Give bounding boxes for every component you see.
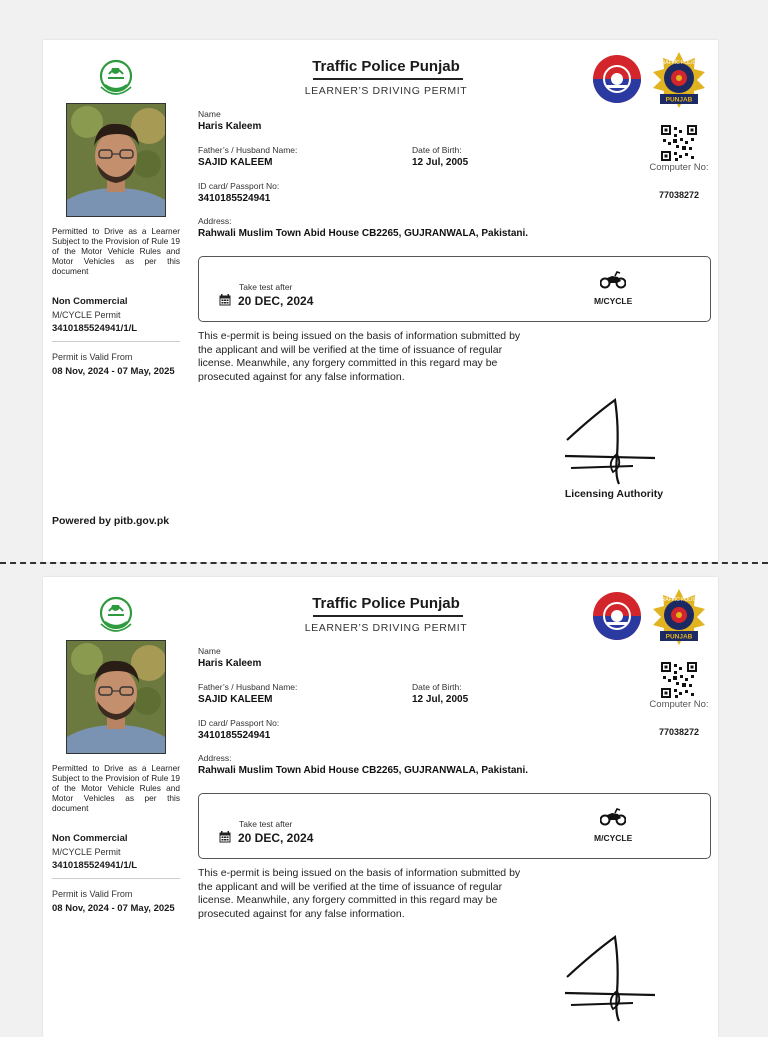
divider [52, 341, 180, 342]
permit-conditions: Permitted to Drive as a Learner Subject to the Provision of Rule 19 of the Motor Vehicle Rules and Motor Vehicles as per this document [52, 763, 180, 813]
traffic-police-badge-icon [651, 50, 707, 110]
test-date-box [198, 793, 711, 859]
applicant-name: Haris Kaleem [198, 658, 262, 669]
disclaimer: This e-permit is being issued on the basis of information submitted by the applicant and will be verified at the time of issuance of regular license. Meanwhile, any forgery committed in this regard may be prosecuted against for any false information. [198, 867, 521, 920]
address: Rahwali Muslim Town Abid House CB2265, GUJRANWALA, Pakistani. [198, 765, 529, 776]
divider [52, 878, 180, 879]
computer-no-label: Computer No: [649, 162, 709, 173]
permit-title: Traffic Police Punjab [312, 595, 460, 612]
father-name: SAJID KALEEM [198, 157, 273, 168]
police-seal-icon [592, 54, 642, 104]
permit-subtitle: LEARNER’S DRIVING PERMIT [304, 622, 468, 634]
computer-no: 77038272 [658, 190, 700, 200]
dob-label: Date of Birth: [412, 682, 462, 692]
permit-card-copy [43, 577, 718, 1037]
name-label: Name [198, 109, 221, 119]
validity-label: Permit is Valid From [52, 889, 133, 899]
badge-banner-text: PUNJAB [665, 633, 693, 641]
punjab-govt-logo-icon [95, 594, 137, 636]
title-underline [313, 78, 463, 80]
badge-text: TRAFFIC POLICE [658, 597, 700, 603]
address: Rahwali Muslim Town Abid House CB2265, GUJRANWALA, Pakistani. [198, 228, 529, 239]
motorcycle-icon [600, 808, 626, 826]
cut-line [0, 562, 768, 564]
validity-range: 08 Nov, 2024 - 07 May, 2025 [52, 366, 175, 377]
test-date-box [198, 256, 711, 322]
police-seal-icon [592, 591, 642, 641]
permit-number: 3410185524941/1/L [52, 860, 138, 871]
name-label: Name [198, 646, 221, 656]
permit-card [43, 40, 718, 562]
calendar-icon [219, 831, 231, 843]
take-test-date: 20 DEC, 2024 [238, 294, 314, 308]
vehicle-class: M/CYCLE [594, 833, 633, 843]
qr-code-icon [661, 125, 697, 161]
id-number: 3410185524941 [198, 193, 271, 204]
id-label: ID card/ Passport No: [198, 718, 280, 728]
signature-mark [563, 933, 663, 1023]
permit-type: M/CYCLE Permit [52, 310, 121, 320]
qr-code-icon [661, 662, 697, 698]
applicant-photo [67, 104, 165, 216]
computer-no-label: Computer No: [649, 699, 709, 710]
disclaimer: This e-permit is being issued on the basis of information submitted by the applicant and will be verified at the time of issuance of regular license. Meanwhile, any forgery committed in this regard may be prosecuted against for any false information. [198, 330, 521, 383]
title-underline [313, 615, 463, 617]
take-test-label: Take test after [239, 282, 293, 292]
permit-category: Non Commercial [52, 833, 128, 844]
computer-no: 77038272 [658, 727, 700, 737]
permit-category: Non Commercial [52, 296, 128, 307]
powered-by: Powered by pitb.gov.pk [52, 515, 170, 527]
punjab-govt-logo-icon [95, 57, 137, 99]
signature-mark [563, 396, 663, 486]
take-test-date: 20 DEC, 2024 [238, 831, 314, 845]
badge-text: TRAFFIC POLICE [658, 60, 700, 66]
badge-banner-text: PUNJAB [665, 96, 693, 104]
applicant-photo [67, 641, 165, 753]
permit-number: 3410185524941/1/L [52, 323, 138, 334]
id-label: ID card/ Passport No: [198, 181, 280, 191]
father-name-label: Father’s / Husband Name: [198, 145, 298, 155]
dob-label: Date of Birth: [412, 145, 462, 155]
validity-range: 08 Nov, 2024 - 07 May, 2025 [52, 903, 175, 914]
permit-conditions: Permitted to Drive as a Learner Subject to the Provision of Rule 19 of the Motor Vehicle Rules and Motor Vehicles as per this document [52, 226, 180, 276]
date-of-birth: 12 Jul, 2005 [412, 157, 469, 168]
father-name: SAJID KALEEM [198, 694, 273, 705]
id-number: 3410185524941 [198, 730, 271, 741]
permit-subtitle: LEARNER’S DRIVING PERMIT [304, 85, 468, 97]
address-label: Address: [198, 216, 232, 226]
traffic-police-badge-icon [651, 587, 707, 647]
vehicle-class: M/CYCLE [594, 296, 633, 306]
validity-label: Permit is Valid From [52, 352, 133, 362]
motorcycle-icon [600, 271, 626, 289]
calendar-icon [219, 294, 231, 306]
date-of-birth: 12 Jul, 2005 [412, 694, 469, 705]
licensing-authority: Licensing Authority [564, 488, 664, 500]
permit-title: Traffic Police Punjab [312, 58, 460, 75]
take-test-label: Take test after [239, 819, 293, 829]
permit-type: M/CYCLE Permit [52, 847, 121, 857]
applicant-name: Haris Kaleem [198, 121, 262, 132]
address-label: Address: [198, 753, 232, 763]
father-name-label: Father’s / Husband Name: [198, 682, 298, 692]
